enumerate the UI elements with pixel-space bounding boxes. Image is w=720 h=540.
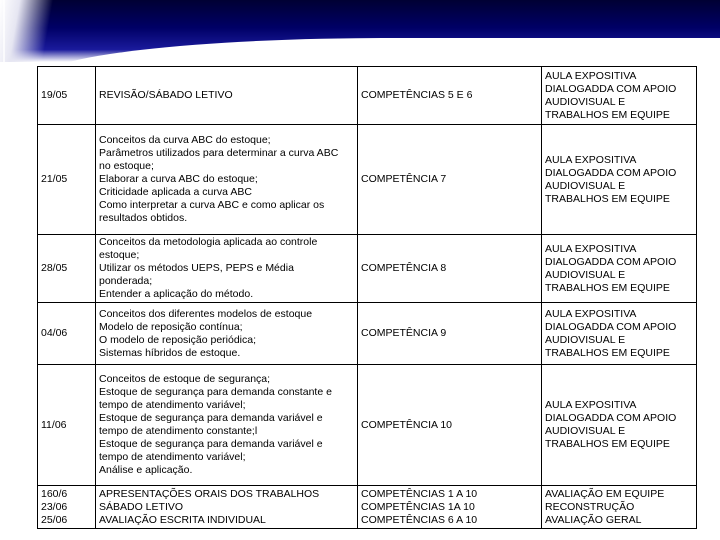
content-line: Como interpretar a curva ABC e como aplicar os xyxy=(99,199,325,211)
metodologia-line: AUDIOVISUAL E xyxy=(545,268,626,281)
competencia-cell xyxy=(358,303,542,365)
content-line: Conceitos de estoque de segurança; xyxy=(99,373,271,385)
content-line: tempo de atendimento constante;l xyxy=(99,425,258,437)
table-row xyxy=(38,125,697,235)
competencia-line: COMPETÊNCIA 10 xyxy=(361,418,453,431)
banner-left-line xyxy=(3,0,5,62)
metodologia-cell xyxy=(542,235,697,303)
date-cell xyxy=(38,67,96,125)
table-row xyxy=(38,365,697,486)
date-line: 25/06 xyxy=(41,513,68,526)
content-line: Análise e aplicação. xyxy=(99,464,193,476)
metodologia-cell xyxy=(542,303,697,365)
competencia-cell xyxy=(358,365,542,486)
table-row xyxy=(38,235,697,303)
metodologia-line: DIALOGADDA COM APOIO xyxy=(545,166,677,179)
header-banner xyxy=(0,0,720,62)
content-line: tempo de atendimento variável; xyxy=(99,399,246,411)
content-line: REVISÃO/SÁBADO LETIVO xyxy=(99,89,233,101)
content-line: no estoque; xyxy=(99,160,154,172)
content-line: APRESENTAÇÕES ORAIS DOS TRABALHOS xyxy=(99,487,320,500)
competencia-line: COMPETÊNCIA 7 xyxy=(361,173,447,185)
metodologia-line: AUDIOVISUAL E xyxy=(545,179,626,192)
metodologia-line: DIALOGADDA COM APOIO xyxy=(545,82,677,95)
metodologia-line: AUDIOVISUAL E xyxy=(545,333,626,346)
content-cell xyxy=(96,67,358,125)
date-cell xyxy=(38,303,96,365)
metodologia-line: DIALOGADDA COM APOIO xyxy=(545,412,677,424)
metodologia-cell xyxy=(542,125,697,235)
date-line: 21/05 xyxy=(41,173,68,185)
competencia-cell xyxy=(358,67,542,125)
competencia-cell xyxy=(358,486,542,529)
metodologia-line: TRABALHOS EM EQUIPE xyxy=(545,108,670,121)
metodologia-line: AUDIOVISUAL E xyxy=(545,425,626,437)
date-line: 04/06 xyxy=(41,327,68,339)
metodologia-line: TRABALHOS EM EQUIPE xyxy=(545,281,670,294)
metodologia-cell xyxy=(542,365,697,486)
competencia-line: COMPETÊNCIA 9 xyxy=(361,327,447,339)
content-line: Conceitos da curva ABC do estoque; xyxy=(99,134,271,146)
metodologia-line: AULA EXPOSITIVA xyxy=(545,69,637,82)
date-line: 23/06 xyxy=(41,500,68,513)
content-line: AVALIAÇÃO ESCRITA INDIVIDUAL xyxy=(99,513,266,526)
table-row xyxy=(38,486,697,529)
metodologia-line: AULA EXPOSITIVA xyxy=(545,153,637,166)
metodologia-line: AUDIOVISUAL E xyxy=(545,95,626,108)
date-cell xyxy=(38,125,96,235)
competencia-cell xyxy=(358,125,542,235)
metodologia-line: AULA EXPOSITIVA xyxy=(545,399,637,411)
metodologia-line: TRABALHOS EM EQUIPE xyxy=(545,192,670,205)
competencia-cell xyxy=(358,235,542,303)
content-line: Conceitos da metodologia aplicada ao controle xyxy=(99,236,318,248)
date-line: 19/05 xyxy=(41,89,68,101)
date-line: 28/05 xyxy=(41,262,68,274)
metodologia-line: TRABALHOS EM EQUIPE xyxy=(545,438,670,450)
banner-highlight xyxy=(0,0,60,62)
competencia-line: COMPETÊNCIAS 5 E 6 xyxy=(361,89,473,101)
metodologia-cell xyxy=(542,486,697,529)
table-row xyxy=(38,303,697,365)
content-line: Parâmetros utilizados para determinar a curva ABC xyxy=(99,147,339,159)
content-line: estoque; xyxy=(99,249,140,261)
content-line: ponderada; xyxy=(99,275,153,287)
date-line: 160/6 xyxy=(41,487,68,500)
table-row xyxy=(38,67,697,125)
date-cell xyxy=(38,235,96,303)
content-line: O modelo de reposição periódica; xyxy=(99,333,257,346)
content-cell xyxy=(96,235,358,303)
metodologia-line: TRABALHOS EM EQUIPE xyxy=(545,346,670,359)
schedule-body xyxy=(38,67,697,529)
metodologia-line: AULA EXPOSITIVA xyxy=(545,307,637,320)
content-line: Entender a aplicação do método. xyxy=(99,288,254,300)
content-line: tempo de atendimento variável; xyxy=(99,451,246,463)
content-line: resultados obtidos. xyxy=(99,212,188,224)
content-cell xyxy=(96,486,358,529)
content-line: Modelo de reposição contínua; xyxy=(99,320,243,333)
competencia-line: COMPETÊNCIAS 6 A 10 xyxy=(361,513,478,526)
content-line: Sistemas híbridos de estoque. xyxy=(99,346,241,359)
content-line: Estoque de segurança para demanda constante e xyxy=(99,386,332,398)
content-cell xyxy=(96,365,358,486)
date-line: 11/06 xyxy=(41,418,67,431)
competencia-line: COMPETÊNCIAS 1 A 10 xyxy=(361,487,478,500)
schedule-table xyxy=(37,66,697,529)
metodologia-line: AVALIAÇÃO GERAL xyxy=(545,513,642,526)
competencia-line: COMPETÊNCIAS 1A 10 xyxy=(361,500,475,513)
content-line: Criticidade aplicada a curva ABC xyxy=(99,186,252,198)
content-line: Estoque de segurança para demanda variável e xyxy=(99,412,323,424)
content-line: SÁBADO LETIVO xyxy=(99,500,184,513)
metodologia-line: AULA EXPOSITIVA xyxy=(545,242,637,255)
content-line: Elaborar a curva ABC do estoque; xyxy=(99,173,258,185)
content-line: Conceitos dos diferentes modelos de estoque xyxy=(99,307,313,320)
date-cell xyxy=(38,486,96,529)
content-cell xyxy=(96,125,358,235)
metodologia-cell xyxy=(542,67,697,125)
metodologia-line: RECONSTRUÇÃO xyxy=(545,500,635,513)
content-cell xyxy=(96,303,358,365)
competencia-line: COMPETÊNCIA 8 xyxy=(361,262,447,274)
metodologia-line: AVALIAÇÃO EM EQUIPE xyxy=(545,487,665,500)
metodologia-line: DIALOGADDA COM APOIO xyxy=(545,255,677,268)
date-cell xyxy=(38,365,96,486)
content-line: Utilizar os métodos UEPS, PEPS e Média xyxy=(99,262,294,274)
content-line: Estoque de segurança para demanda variável e xyxy=(99,438,323,450)
metodologia-line: DIALOGADDA COM APOIO xyxy=(545,320,677,333)
